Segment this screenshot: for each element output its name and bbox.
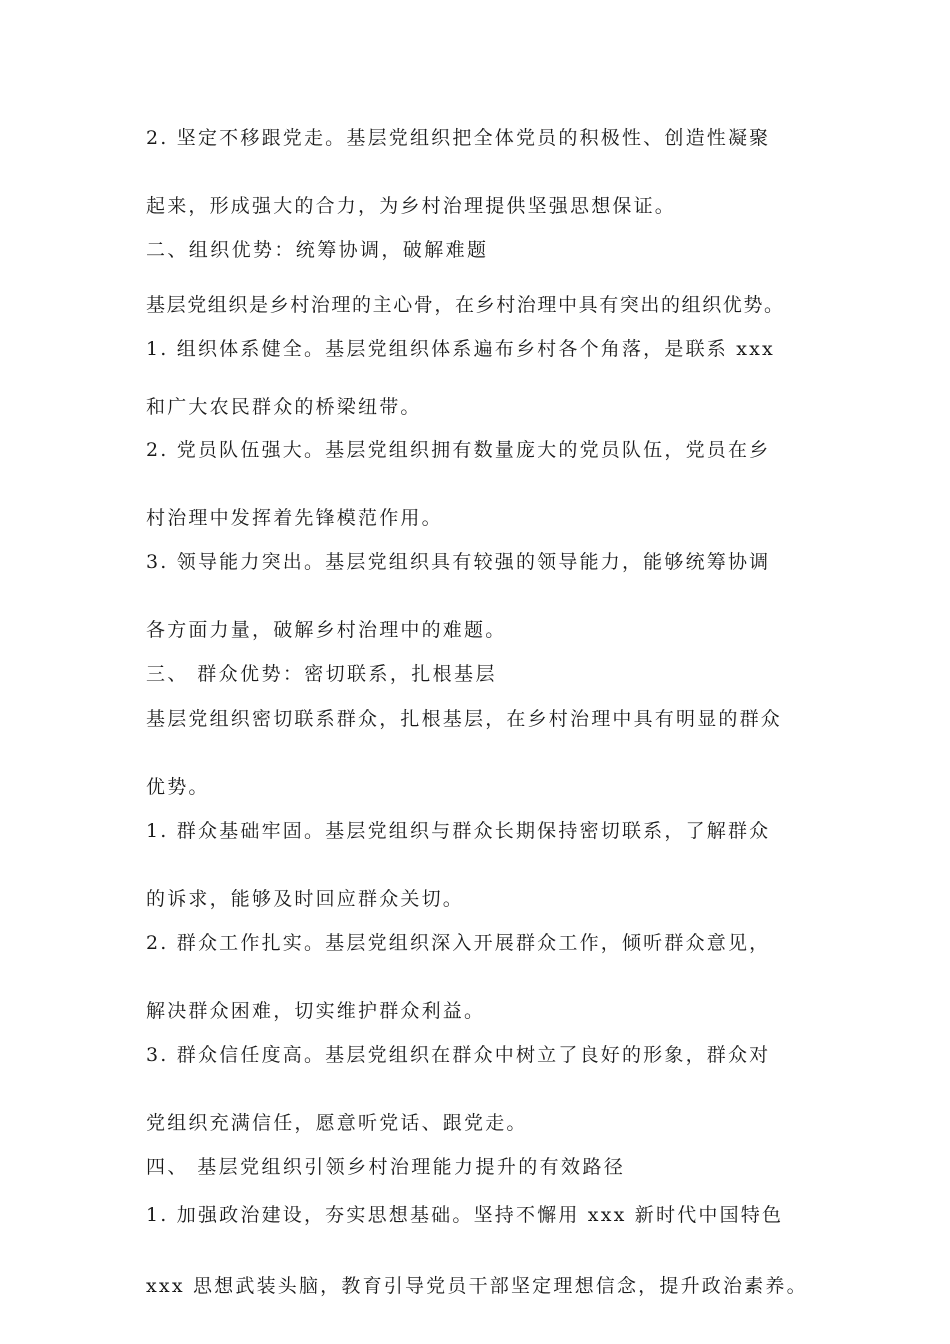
paragraph-line: 村治理中发挥着先锋模范作用。 [146,507,443,529]
list-item: 2. 党员队伍强大。基层党组织拥有数量庞大的党员队伍，党员在乡 [146,439,771,461]
paragraph-line: 2. 坚定不移跟党走。基层党组织把全体党员的积极性、创造性凝聚 [146,127,771,149]
paragraph-line: 基层党组织密切联系群众，扎根基层，在乡村治理中具有明显的群众 [146,708,783,730]
paragraph-line: 和广大农民群众的桥梁纽带。 [146,396,422,418]
list-item: 1. 加强政治建设，夯实思想基础。坚持不懈用 xxx 新时代中国特色 [146,1204,784,1226]
list-item: 3. 群众信任度高。基层党组织在群众中树立了良好的形象，群众对 [146,1044,771,1066]
section-heading: 二、组织优势：统筹协调，破解难题 [146,239,489,261]
paragraph-line: xxx 思想武装头脑，教育引导党员干部坚定理想信念，提升政治素养。 [146,1275,808,1297]
paragraph-line: 党组织充满信任，愿意听党话、跟党走。 [146,1112,528,1134]
section-heading: 三、 群众优势：密切联系，扎根基层 [146,663,497,685]
paragraph-line: 基层党组织是乡村治理的主心骨，在乡村治理中具有突出的组织优势。 [146,294,785,316]
list-item: 1. 组织体系健全。基层党组织体系遍布乡村各个角落，是联系 xxx [146,338,775,360]
paragraph-line: 各方面力量，破解乡村治理中的难题。 [146,619,507,641]
paragraph-line: 起来，形成强大的合力，为乡村治理提供坚强思想保证。 [146,195,677,217]
list-item: 1. 群众基础牢固。基层党组织与群众长期保持密切联系，了解群众 [146,820,771,842]
paragraph-line: 优势。 [146,776,210,798]
list-item: 2. 群众工作扎实。基层党组织深入开展群众工作，倾听群众意见， [146,932,771,954]
paragraph-line: 解决群众困难，切实维护群众利益。 [146,1000,486,1022]
list-item: 3. 领导能力突出。基层党组织具有较强的领导能力，能够统筹协调 [146,551,771,573]
section-heading: 四、 基层党组织引领乡村治理能力提升的有效路径 [146,1156,626,1178]
paragraph-line: 的诉求，能够及时回应群众关切。 [146,888,465,910]
